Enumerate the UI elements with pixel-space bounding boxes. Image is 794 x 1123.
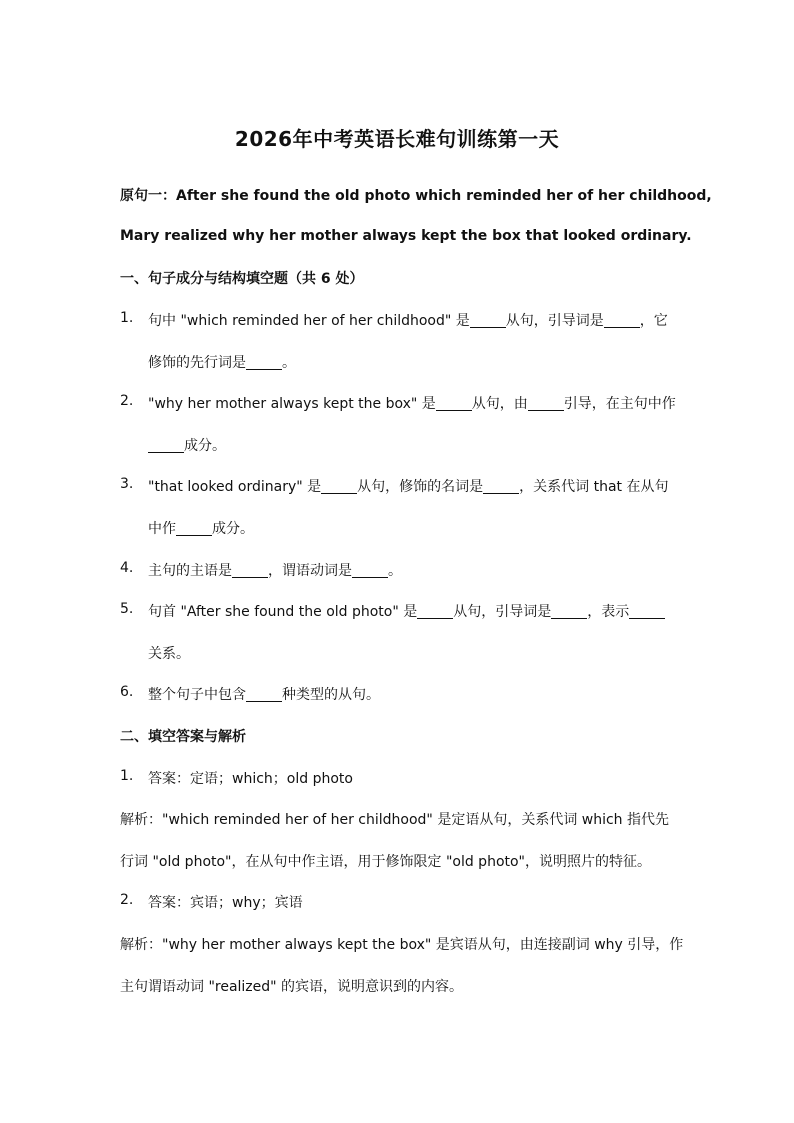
item-5-text: 句首 "After she found the old photo" 是 从句，引导词是 ，表示 xyxy=(148,601,676,621)
item-3-number: 3. xyxy=(120,476,134,492)
blank[interactable] xyxy=(246,687,282,702)
answer-2-text: 答案：宾语；why；宾语 xyxy=(148,895,303,911)
answer-2-analysis-line-1: 解析："why her mother always kept the box" 是宾语从句，由连接副词 why 引导，作 xyxy=(120,937,684,953)
section-2-heading: 二、填空答案与解析 xyxy=(120,729,246,745)
item-6-number: 6. xyxy=(120,684,134,700)
item-4-text: 主句的主语是 ，谓语动词是 。 xyxy=(148,563,402,579)
blank[interactable] xyxy=(551,604,587,619)
blank[interactable] xyxy=(232,563,268,578)
blank[interactable] xyxy=(352,563,388,578)
blank[interactable] xyxy=(176,521,212,536)
item-2-number: 2. xyxy=(120,393,134,409)
answer-1-analysis-line-1: 解析："which reminded her of her childhood" 是定语从句，关系代词 which 指代先 xyxy=(120,812,669,828)
item-6-text: 整个句子中包含 种类型的从句。 xyxy=(148,687,380,703)
section-1-heading: 一、句子成分与结构填空题（共 6 处） xyxy=(120,271,364,287)
answer-2-number: 2. xyxy=(120,892,134,908)
page-title: 2026年中考英语长难句训练第一天 xyxy=(234,127,560,151)
item-1-text: 句中 "which reminded her of her childhood" 是 从句，引导词是 ，它 xyxy=(148,313,668,329)
blank[interactable] xyxy=(483,479,519,494)
item-4-number: 4. xyxy=(120,560,134,576)
blank[interactable] xyxy=(629,604,665,619)
blank[interactable] xyxy=(148,438,184,453)
item-3-text: "that looked ordinary" 是 从句，修饰的名词是 ，关系代词 that 在从句 xyxy=(148,479,669,495)
blank[interactable] xyxy=(436,396,472,411)
item-2-continuation: 成分。 xyxy=(148,435,676,455)
item-2-text: "why her mother always kept the box" 是 从句，由 引导，在主句中作 xyxy=(148,396,676,412)
answer-1-text: 答案：定语；which；old photo xyxy=(148,771,353,787)
answer-1-number: 1. xyxy=(120,768,134,784)
answer-2-analysis-line-2: 主句谓语动词 "realized" 的宾语，说明意识到的内容。 xyxy=(120,979,464,995)
blank[interactable] xyxy=(417,604,453,619)
blank[interactable] xyxy=(528,396,564,411)
blank[interactable] xyxy=(604,313,640,328)
blank[interactable] xyxy=(470,313,506,328)
original-sentence-line-1: 原句一：After she found the old photo which reminded her of her childhood, xyxy=(120,188,712,204)
item-1-number: 1. xyxy=(120,310,134,326)
item-5-continuation: 关系。 xyxy=(148,646,190,662)
item-5-number: 5. xyxy=(120,601,134,617)
blank[interactable] xyxy=(321,479,357,494)
answer-1-analysis-line-2: 行词 "old photo"，在从句中作主语，用于修饰限定 "old photo"，说明照片的特征。 xyxy=(120,854,652,870)
item-1-continuation: 修饰的先行词是 。 xyxy=(148,355,296,371)
blank[interactable] xyxy=(246,355,282,370)
item-3-continuation: 中作 成分。 xyxy=(148,521,254,537)
original-sentence-line-2: Mary realized why her mother always kept the box that looked ordinary. xyxy=(120,228,692,244)
